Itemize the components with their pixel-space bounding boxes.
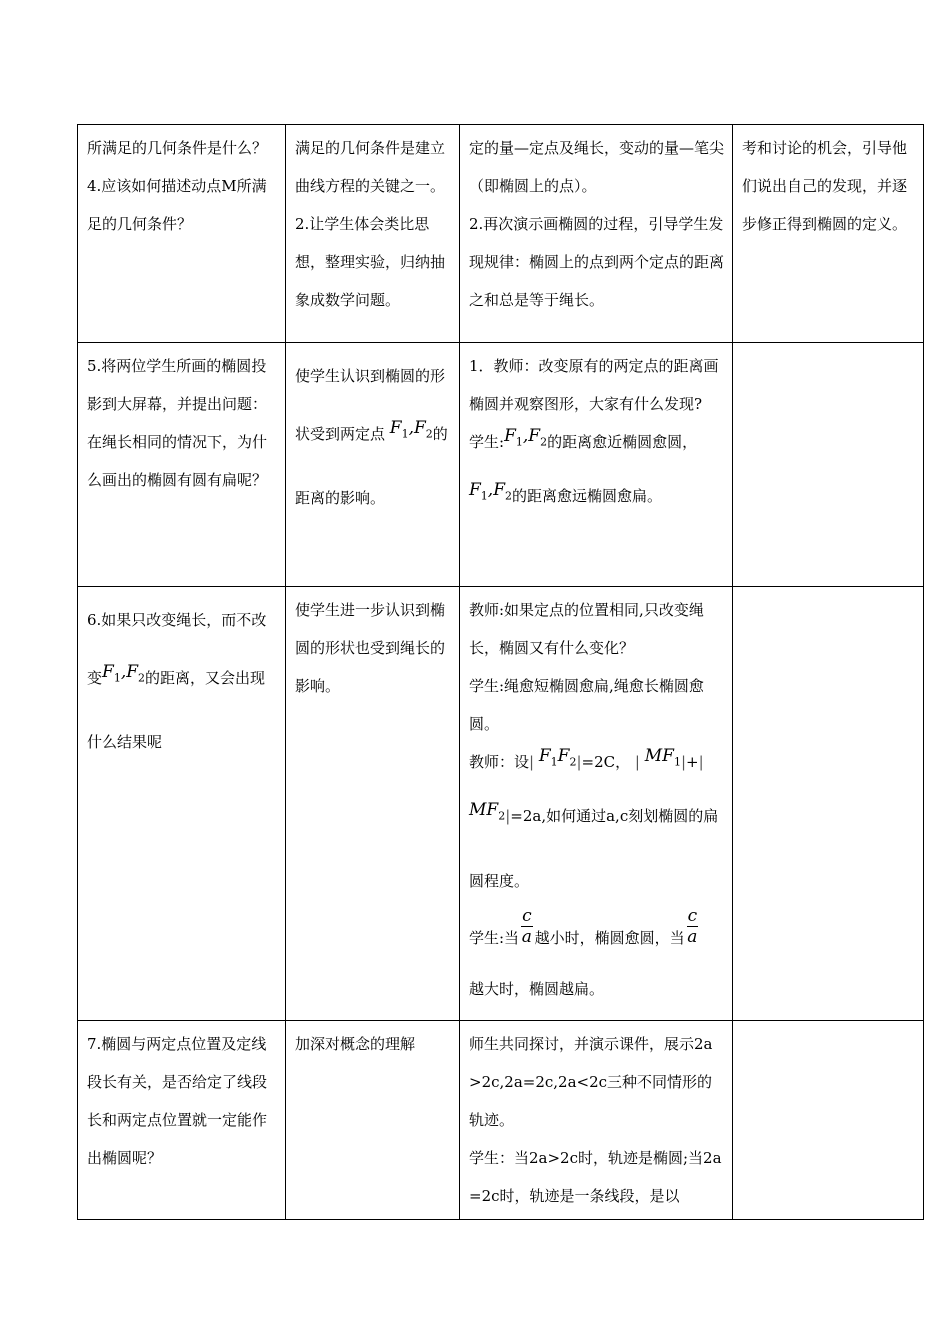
activity-text: 2.再次演示画椭圆的过程，引导学生发现规律：椭圆上的点到两个定点的距离之和总是等于绳长。	[469, 215, 725, 309]
question-cell	[78, 587, 286, 1021]
activity-text: 学生$:F_1,F_2$的距离愈近椭圆愈圆，	[469, 426, 698, 451]
question-text: 5.将两位学生所画的椭圆投影到大屏幕，并提出问题：在绳长相同的情况下，为什么画出的椭圆有圆有扁呢？	[87, 357, 268, 489]
mf2-formula: $MF_2$	[469, 800, 506, 823]
note-text: 考和讨论的机会，引导他们说出自己的发现，并逐步修正得到椭圆的定义。	[742, 139, 908, 233]
activity-text: 1．教师：改变原有的两定点的距离画椭圆并观察图形，大家有什么发现?	[469, 357, 719, 413]
f1f2-formula: $F_1,F_2$	[469, 480, 512, 503]
question-text: 4.应该如何描述动点M所满足的几何条件？	[87, 177, 267, 233]
question-text: 所满足的几何条件是什么？	[87, 139, 268, 157]
activity-text: 学生：当2a>2c时，轨迹是椭圆;当2a=2c时，轨迹是一条线段，是以	[469, 1149, 722, 1205]
note-cell	[733, 125, 924, 343]
purpose-text: 满足的几何条件是建立曲线方程的关键之一。	[295, 139, 446, 195]
c-over-a-fraction: $\frac{c}{a}$	[687, 906, 698, 948]
f1f2-formula: $F_1,F_2$	[504, 426, 548, 449]
activity-cell	[460, 1021, 733, 1220]
purpose-text: 使学生进一步认识到椭圆的形状也受到绳长的影响。	[295, 601, 446, 695]
purpose-text: 加深对概念的理解	[295, 1035, 416, 1053]
purpose-cell	[286, 1021, 460, 1220]
lesson-table	[77, 124, 924, 1220]
activity-text: 学生:绳愈短椭圆愈扁,绳愈长椭圆愈圆。	[469, 677, 704, 733]
table-row	[78, 587, 924, 1021]
table-row	[78, 343, 924, 587]
purpose-text: 2.让学生体会类比思想，整理实验，归纳抽象成数学问题。	[295, 215, 446, 309]
purpose-text: 使学生认识到椭圆的形状受到两定点 $F_1,F_2$的距离的影响。	[295, 367, 448, 508]
table-row	[78, 125, 924, 343]
purpose-cell	[286, 587, 460, 1021]
mf1-formula: $MF_1$	[644, 746, 681, 769]
purpose-cell	[286, 343, 460, 587]
activity-text: 师生共同探讨，并演示课件，展示2a>2c,2a=2c,2a<2c三种不同情形的轨迹。	[469, 1035, 713, 1129]
f1f2-formula: $F_1,F_2$	[102, 662, 146, 685]
activity-text: $F_1,F_2$的距离愈远椭圆愈扁。	[469, 480, 663, 506]
note-cell	[733, 587, 924, 1021]
f1f2-formula: $F_1F_2$	[538, 746, 577, 769]
activity-cell	[460, 587, 733, 1021]
activity-text: 教师:如果定点的位置相同,只改变绳长，椭圆又有什么变化？	[469, 601, 704, 657]
note-cell	[733, 1021, 924, 1220]
purpose-cell	[286, 125, 460, 343]
question-cell	[78, 125, 286, 343]
question-cell	[78, 343, 286, 587]
activity-text: 定的量—定点及绳长，变动的量—笔尖（即椭圆上的点）。	[469, 139, 725, 195]
question-cell	[78, 1021, 286, 1220]
activity-cell	[460, 343, 733, 587]
f1f2-formula: $F_1,F_2$	[389, 418, 433, 441]
activity-text: 学生:当 $\frac{c}{a}$ 越小时，椭圆愈圆，当 $\frac{c}{a}$	[469, 906, 698, 948]
activity-text: 越大时，椭圆越扁。	[469, 979, 605, 998]
note-cell	[733, 343, 924, 587]
activity-text: 教师：设| $F_1F_2|=2C$， | $MF_1|+|$	[469, 746, 704, 771]
c-over-a-fraction: $\frac{c}{a}$	[521, 906, 532, 948]
table-row	[78, 1021, 924, 1220]
activity-cell	[460, 125, 733, 343]
question-text: 7.椭圆与两定点位置及定线段长有关，是否给定了线段长和两定点位置就一定能作出椭圆呢？	[87, 1035, 268, 1167]
question-text: 6.如果只改变绳长，而不改变$F_1,F_2$的距离，又会出现什么结果呢	[87, 611, 267, 752]
activity-text: $MF_2|=2a$,如何通过a,c刻划椭圆的扁圆程度。	[469, 800, 719, 890]
